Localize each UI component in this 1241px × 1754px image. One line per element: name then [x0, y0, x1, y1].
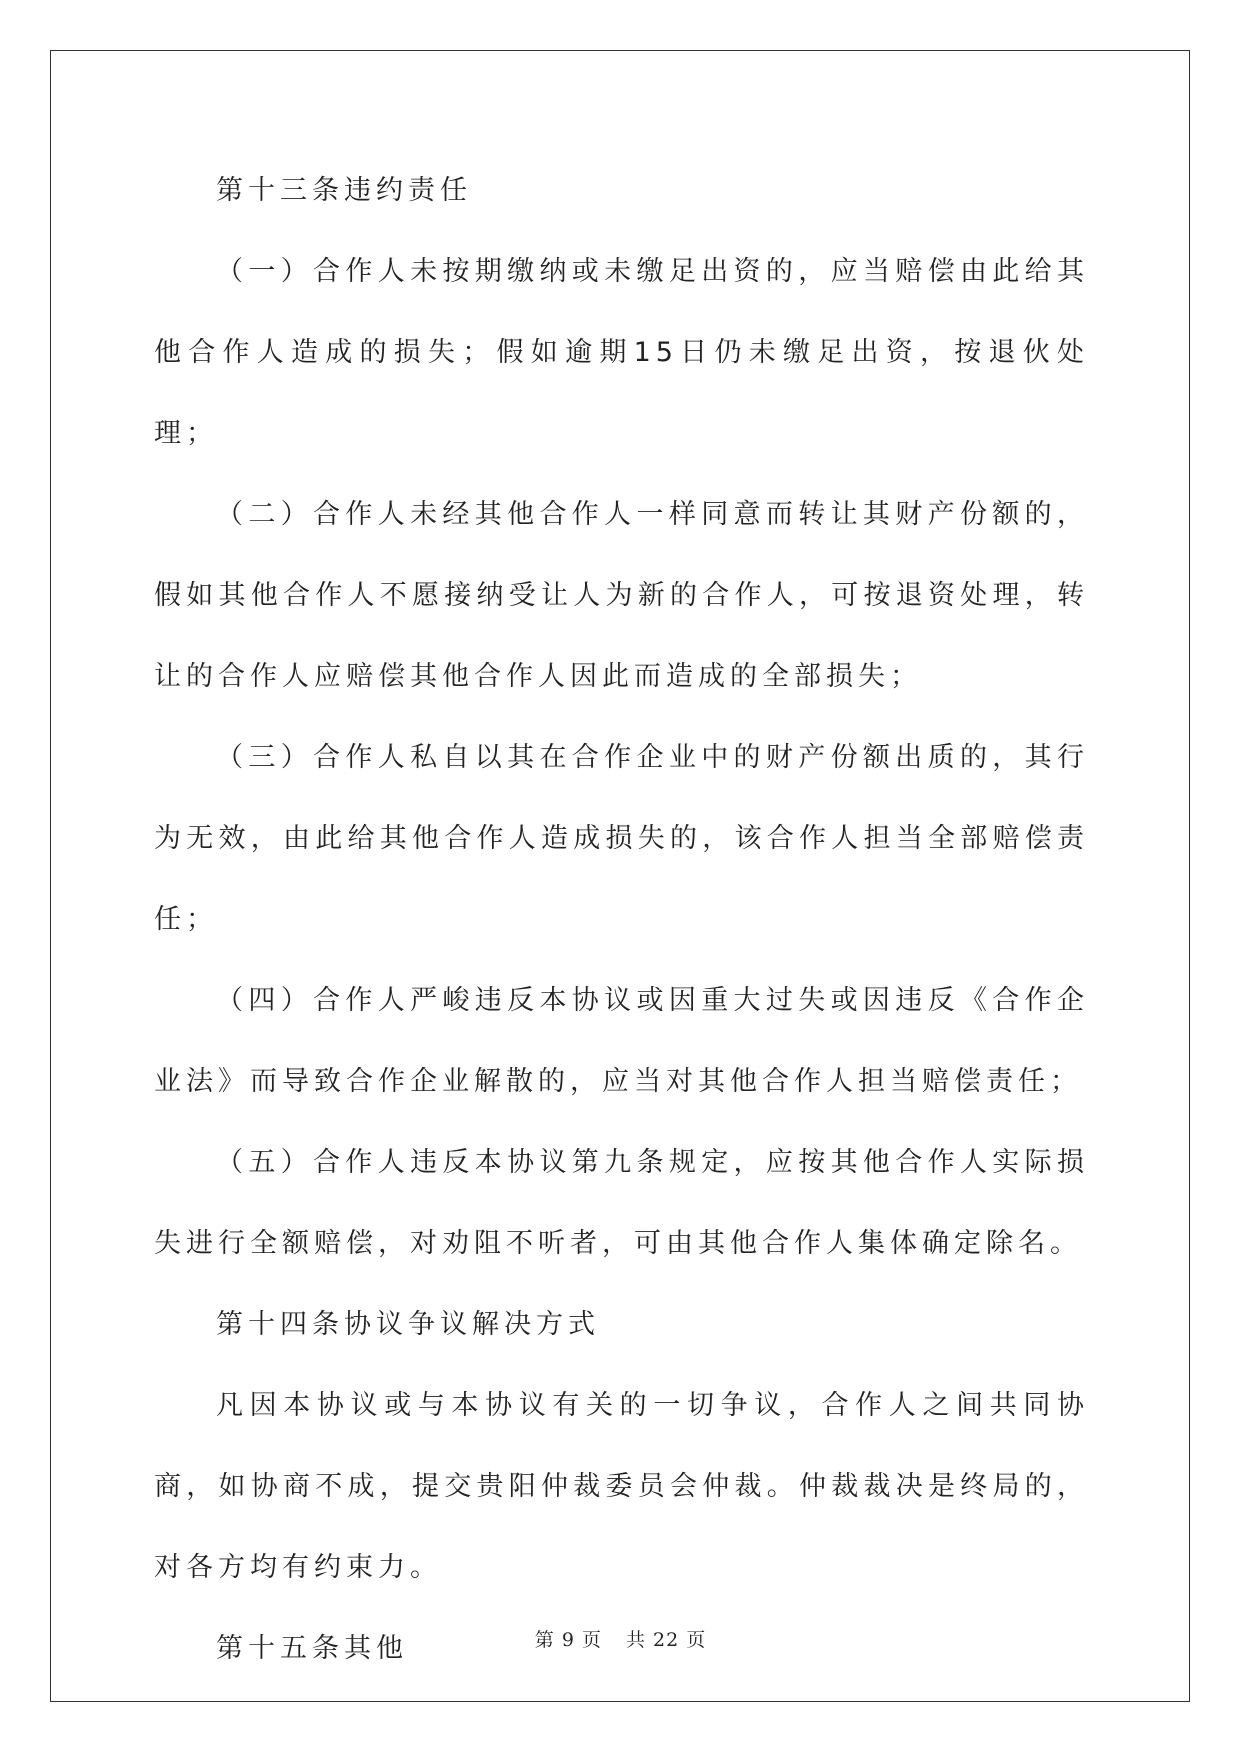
clause-13-3: （三）合作人私自以其在合作企业中的财产份额出质的，其行为无效，由此给其他合作人造成损失的，该合作人担当全部赔偿责任；: [154, 742, 1089, 935]
document-body: [154, 150, 1089, 1689]
page-total: 共 22 页: [625, 1629, 707, 1651]
clause-13-4: （四）合作人严峻违反本协议或因重大过失或因违反《合作企业法》而导致合作企业解散的，应当对其他合作人担当赔偿责任；: [154, 985, 1089, 1097]
article-15-heading: 第十五条其他: [216, 1633, 408, 1664]
article-13-heading: 第十三条违约责任: [216, 175, 472, 206]
page-footer: [0, 1625, 1241, 1652]
article-14-heading: 第十四条协议争议解决方式: [216, 1309, 600, 1340]
clause-13-5: （五）合作人违反本协议第九条规定，应按其他合作人实际损失进行全额赔偿，对劝阻不听者，可由其他合作人集体确定除名。: [154, 1147, 1089, 1259]
article-14-body: 凡因本协议或与本协议有关的一切争议，合作人之间共同协商，如协商不成，提交贵阳仲裁委员会仲裁。仲裁裁决是终局的，对各方均有约束力。: [154, 1390, 1089, 1583]
clause-13-1: （一）合作人未按期缴纳或未缴足出资的，应当赔偿由此给其他合作人造成的损失；假如逾期15日仍未缴足出资，按退伙处理；: [154, 256, 1089, 449]
clause-13-2: （二）合作人未经其他合作人一样同意而转让其财产份额的，假如其他合作人不愿接纳受让人为新的合作人，可按退资处理，转让的合作人应赔偿其他合作人因此而造成的全部损失；: [154, 499, 1089, 692]
page-number: 第 9 页: [534, 1629, 602, 1651]
